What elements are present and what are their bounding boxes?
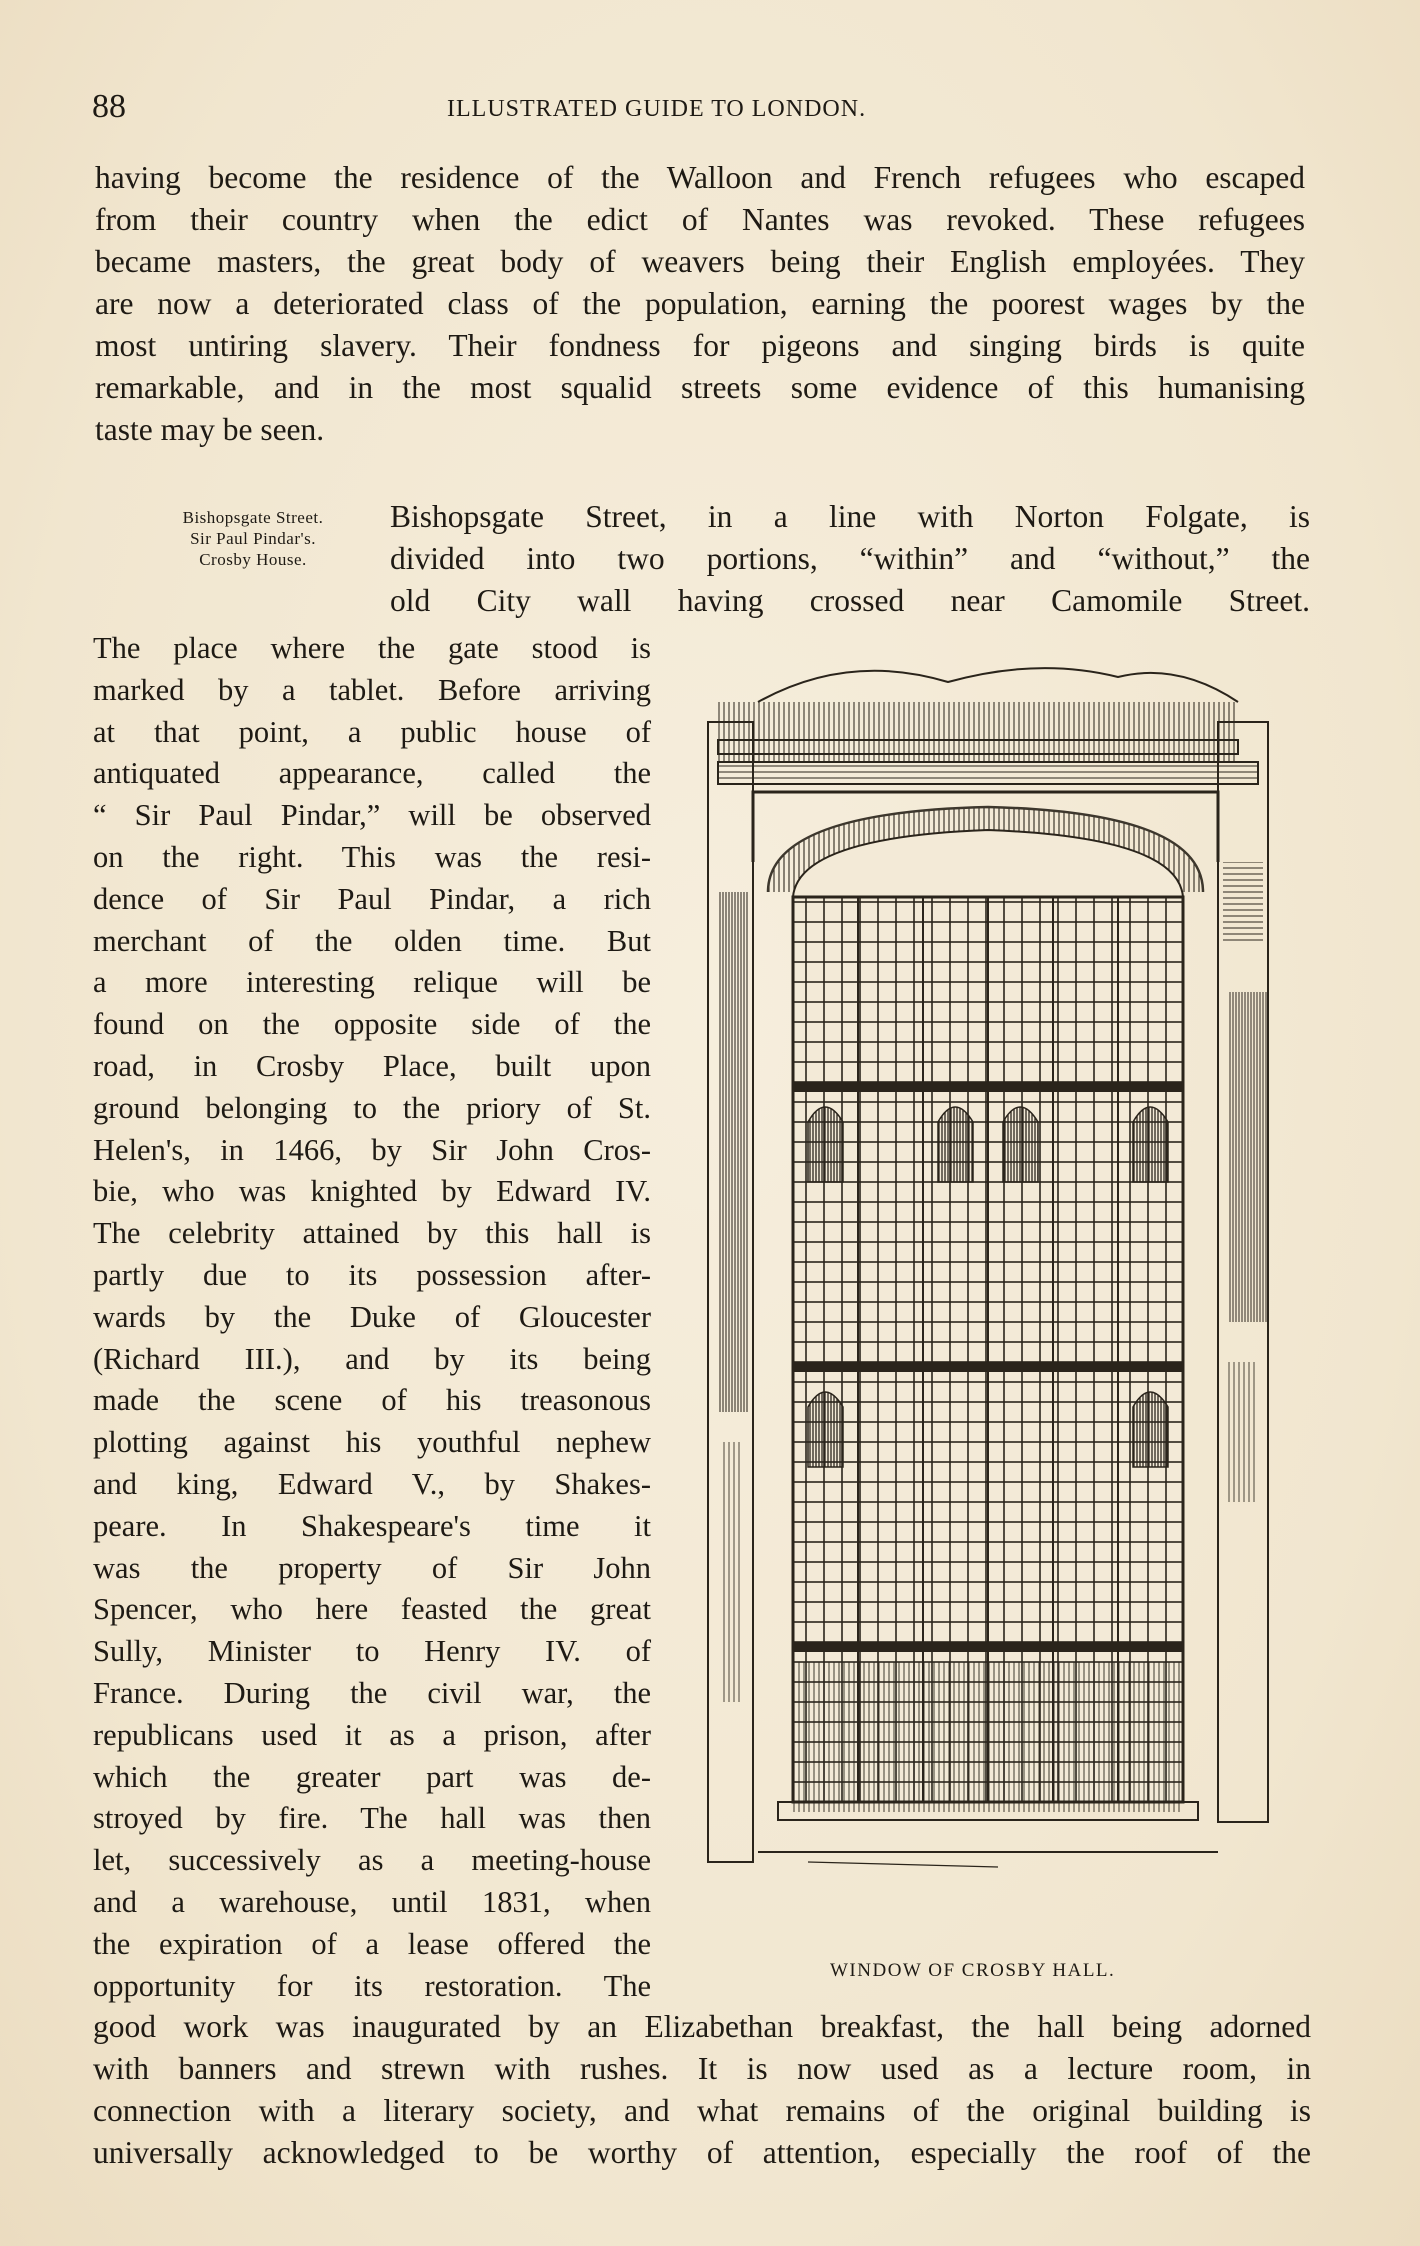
text-line: on the right. This was the resi- (93, 839, 651, 874)
text-line: having become the residence of the Walloon and French refugees who escaped (95, 160, 1305, 195)
closing-paragraph (93, 2006, 1311, 2174)
text-line: marked by a tablet. Before arriving (93, 672, 651, 707)
text-line: The place where the gate stood is (93, 631, 651, 665)
text-line: antiquated appearance, called the (93, 756, 651, 791)
text-line: old City wall having crossed near Camomile Street. (390, 583, 1310, 618)
text-line: universally acknowledged to be worthy of attention, especially the roof of the (93, 2135, 1311, 2170)
margin-note-pindar: Sir Paul Pindar's. (190, 529, 316, 548)
text-line: at that point, a public house of (93, 714, 651, 749)
text-line: wards by the Duke of Gloucester (93, 1299, 651, 1334)
window-base (758, 1662, 1218, 1867)
text-line: which the greater part was de- (93, 1759, 651, 1794)
text-line: made the scene of his treasonous (93, 1383, 651, 1418)
text-line: was the property of Sir John (93, 1550, 651, 1585)
text-line: connection with a literary society, and what remains of the original building is (93, 2093, 1311, 2128)
text-line: stroyed by fire. The hall was then (93, 1801, 651, 1836)
running-head: ILLUSTRATED GUIDE TO LONDON. (447, 96, 867, 122)
margin-notes (118, 507, 388, 570)
text-line: ground belonging to the priory of St. (93, 1090, 651, 1125)
figure-caption: WINDOW OF CROSBY HALL. (830, 1960, 1116, 1981)
text-line: found on the opposite side of the (93, 1007, 651, 1042)
window-arch (753, 792, 1218, 897)
text-line: and king, Edward V., by Shakes- (93, 1466, 651, 1501)
margin-note-crosby: Crosby House. (199, 550, 307, 569)
text-line: partly due to its possession after- (93, 1257, 651, 1292)
text-line: are now a deteriorated class of the population, earning the poorest wages by the (95, 286, 1305, 321)
text-line: opportunity for its restoration. The (93, 1968, 651, 2003)
text-line: a more interesting relique will be (93, 965, 651, 1000)
margin-note-bishopsgate: Bishopsgate Street. (182, 508, 324, 527)
text-line: bie, who was knighted by Edward IV. (93, 1174, 651, 1209)
text-line: good work was inaugurated by an Elizabethan breakfast, the hall being adorned (93, 2009, 1311, 2044)
text-line: with banners and strewn with rushes. It is now used as a lecture room, in (93, 2051, 1311, 2086)
text-line: Sully, Minister to Henry IV. of (93, 1634, 651, 1669)
text-line: became masters, the great body of weavers being their English employées. They (95, 244, 1305, 279)
intro-paragraph (95, 157, 1305, 451)
text-line: let, successively as a meeting-house (93, 1843, 651, 1878)
window-crown (718, 668, 1258, 784)
text-line: divided into two portions, “within” and “without,” the (390, 541, 1310, 576)
text-line: The celebrity attained by this hall is (93, 1216, 651, 1251)
text-line: Helen's, in 1466, by Sir John Cros- (93, 1132, 651, 1167)
text-line: (Richard III.), and by its being (93, 1341, 651, 1376)
text-line: from their country when the edict of Nantes was revoked. These refugees (95, 202, 1305, 237)
text-line: plotting against his youthful nephew (93, 1425, 651, 1460)
text-line: and a warehouse, until 1831, when (93, 1884, 651, 1919)
right-wall (1218, 722, 1268, 1822)
text-line: “ Sir Paul Pindar,” will be observed (93, 798, 651, 833)
page-number: 88 (92, 88, 126, 125)
text-line: remarkable, and in the most squalid streets some evidence of this humanising (95, 370, 1305, 405)
text-line: republicans used it as a prison, after (93, 1717, 651, 1752)
crosby-hall-window-engraving (698, 662, 1298, 1932)
text-line: merchant of the olden time. But (93, 923, 651, 958)
column-paragraph (93, 628, 651, 2007)
lead-paragraph (390, 496, 1310, 622)
text-line: most untiring slavery. Their fondness for pigeons and singing birds is quite (95, 328, 1305, 363)
text-line: Spencer, who here feasted the great (93, 1592, 651, 1627)
text-line: the expiration of a lease offered the (93, 1926, 651, 1961)
left-wall (708, 722, 753, 1862)
text-line: road, in Crosby Place, built upon (93, 1048, 651, 1083)
text-line: dence of Sir Paul Pindar, a rich (93, 881, 651, 916)
text-line: peare. In Shakespeare's time it (93, 1508, 651, 1543)
text-line: taste may be seen. (95, 412, 325, 447)
text-line: France. During the civil war, the (93, 1675, 651, 1710)
text-line: Bishopsgate Street, in a line with Norton Folgate, is (390, 499, 1310, 534)
page-header (92, 88, 1312, 128)
